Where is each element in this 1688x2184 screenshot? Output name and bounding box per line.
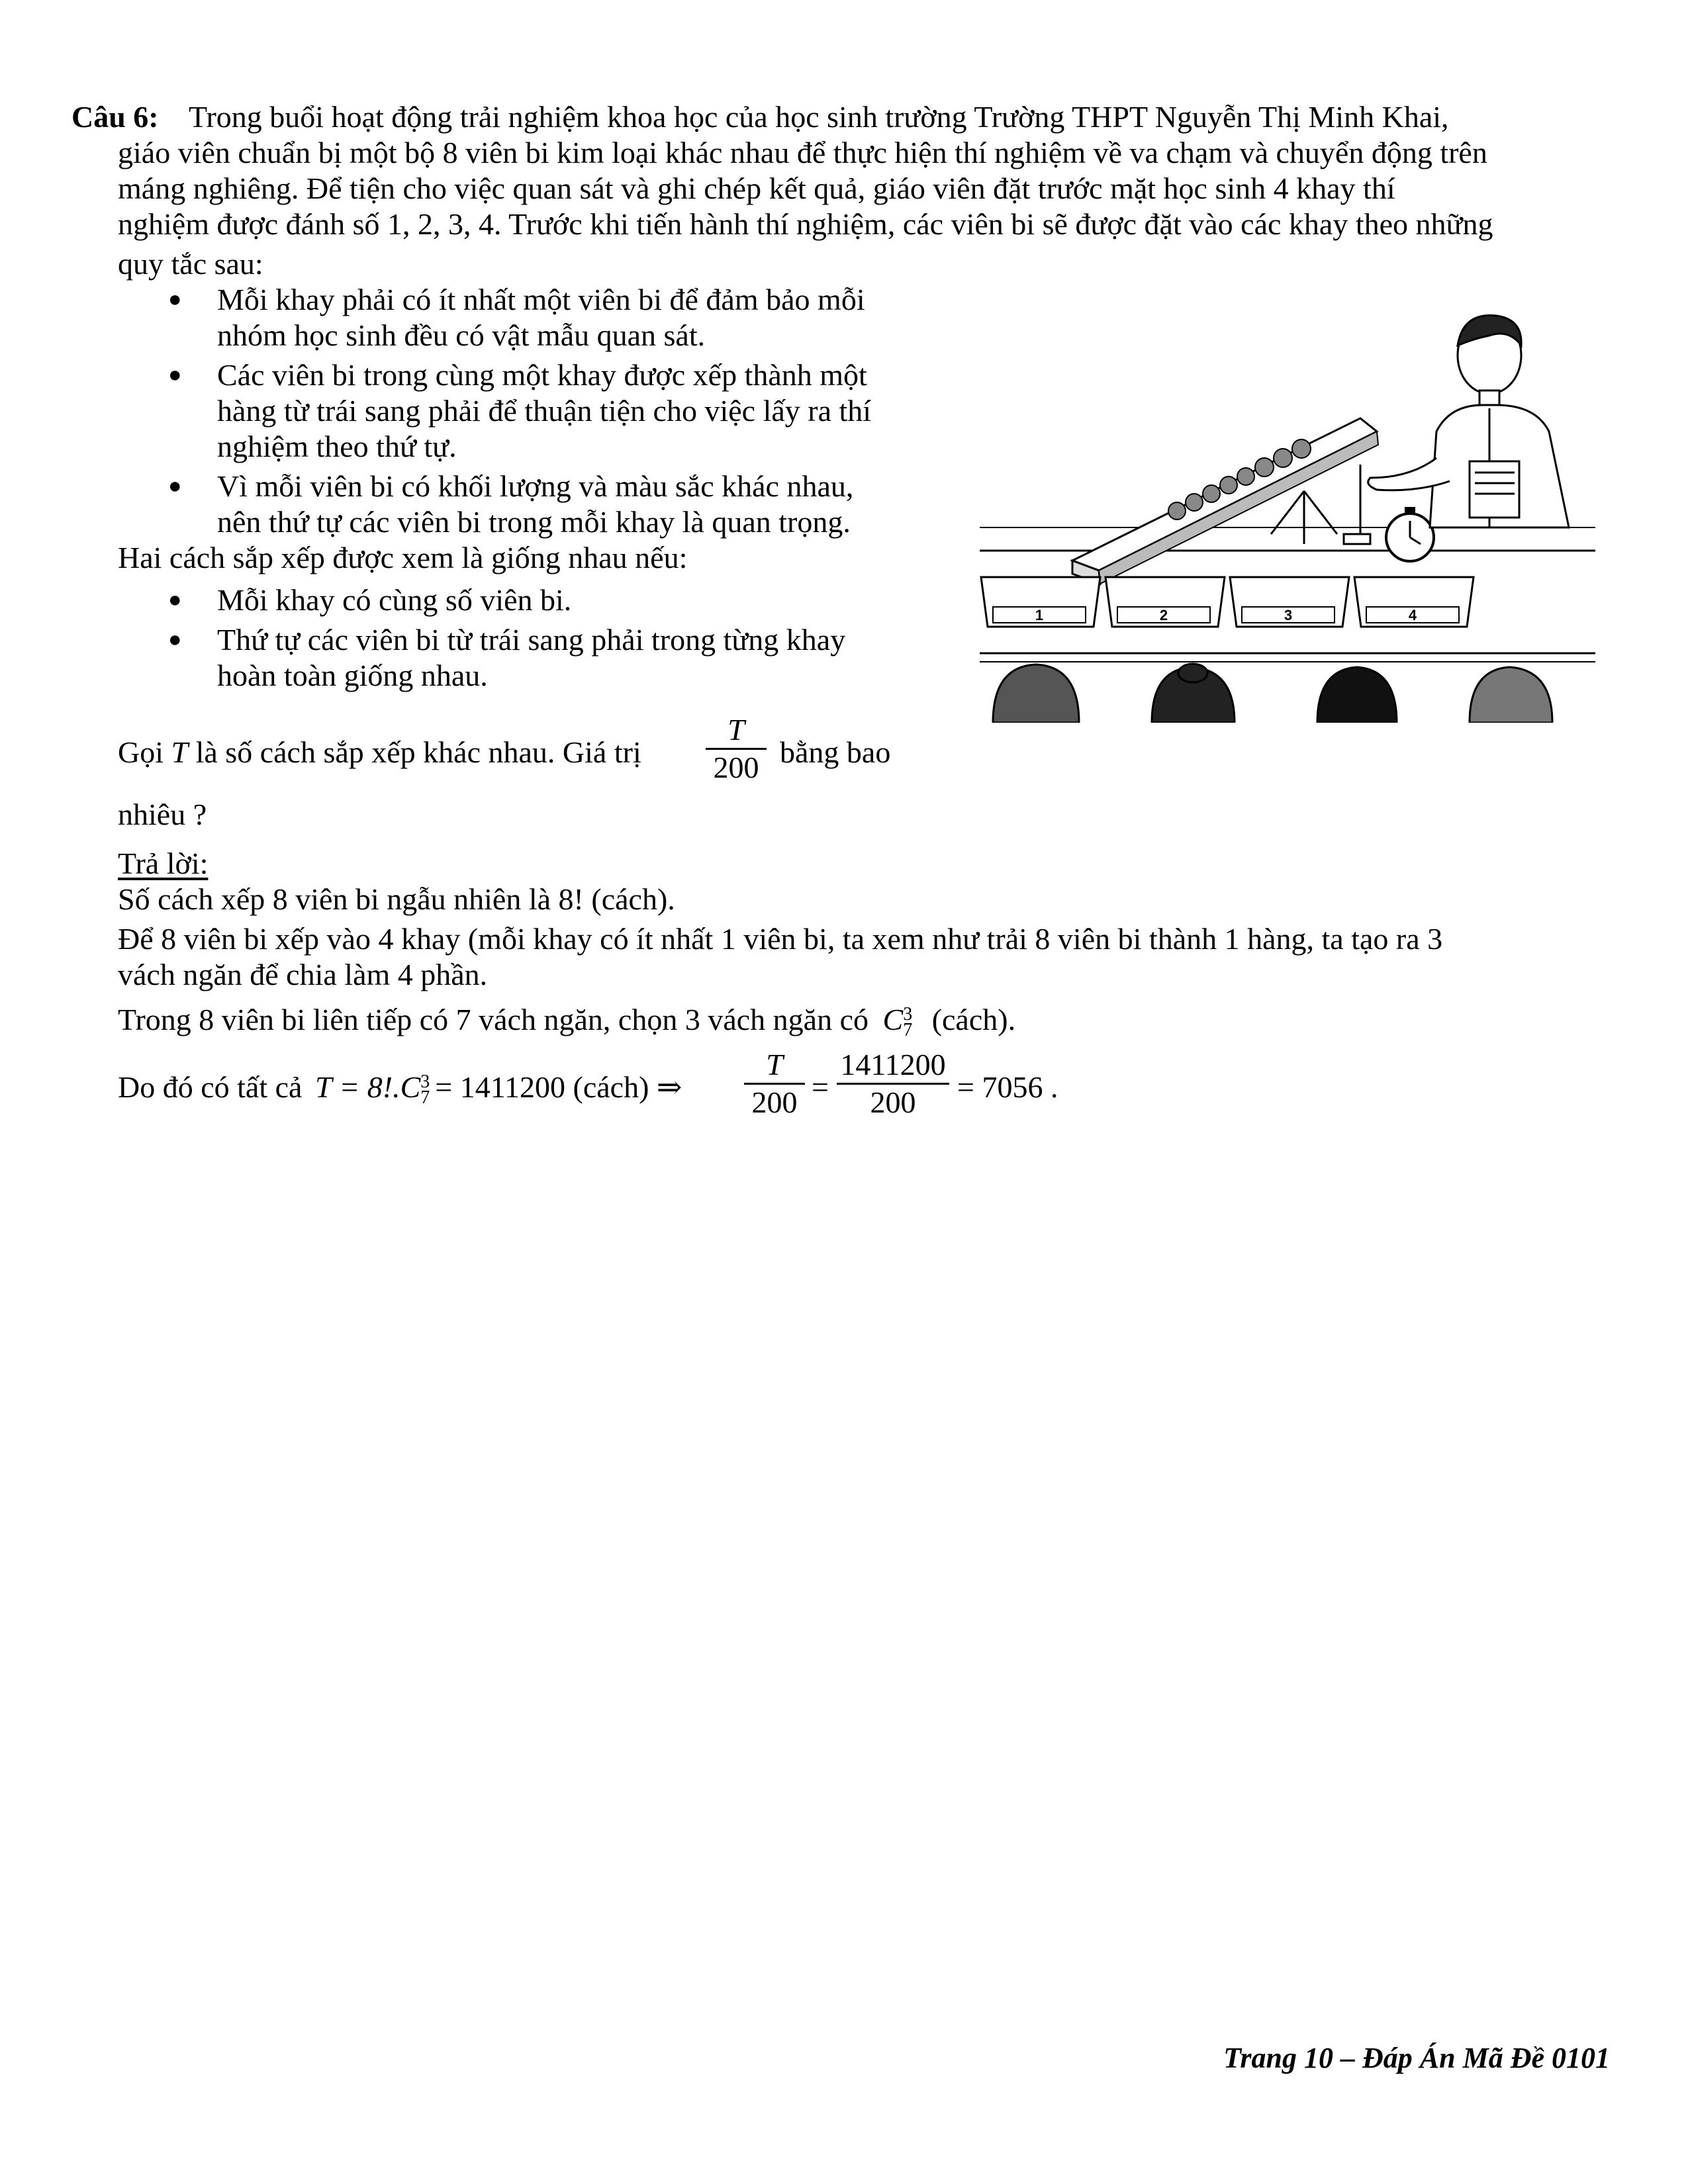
answer-line-5-expr: T = 8!.C xyxy=(314,1070,421,1104)
bullet-icon: ● xyxy=(168,363,182,387)
result-fraction-1 xyxy=(744,1047,805,1120)
rule-2-line-3: nghiệm theo thứ tự. xyxy=(217,430,457,463)
answer-line-4 xyxy=(118,1001,1015,1039)
page-footer: Trang 10 – Đáp Án Mã Đề 0101 xyxy=(1223,2042,1610,2074)
answer-line-5-a: Do đó có tất cả xyxy=(118,1070,303,1104)
answer-line-5-b: (cách) ⇒ xyxy=(573,1070,682,1104)
ask-before: Gọi xyxy=(118,735,164,769)
ask-fraction xyxy=(706,712,767,786)
same-rule-1: Mỗi khay có cùng số viên bi. xyxy=(217,583,572,617)
question-line-4-b: . Trước khi tiến hành thí nghiệm, các viên bi sẽ được đặt vào các khay theo những xyxy=(493,207,1493,241)
rule-3-line-1: Vì mỗi viên bi có khối lượng và màu sắc khác nhau, xyxy=(217,469,854,503)
bullet-icon: ● xyxy=(168,627,182,652)
bullet-icon: ● xyxy=(168,287,182,312)
rule-1-line-2: nhóm học sinh đều có vật mẫu quan sát. xyxy=(217,318,706,352)
answer-line-1 xyxy=(118,880,675,919)
teacher-figure xyxy=(1368,316,1569,527)
same-rule-2-line-2: hoàn toàn giống nhau. xyxy=(217,659,488,692)
tray-4-label: 4 xyxy=(1408,607,1417,623)
rule-2-line-1: Các viên bi trong cùng một khay được xếp thành một xyxy=(217,358,867,392)
ask-frac-den: 200 xyxy=(713,751,759,784)
ask-var: T xyxy=(171,735,189,769)
final-result: = 7056 . xyxy=(957,1070,1058,1104)
result-fraction-2 xyxy=(837,1047,949,1120)
ask-mid: là số cách sắp xếp khác nhau. Giá trị xyxy=(195,735,641,769)
answer-line-3: vách ngăn để chia làm 4 phần. xyxy=(118,958,488,991)
frac1-den: 200 xyxy=(751,1085,798,1119)
inclined-ramp xyxy=(1072,418,1378,584)
ask-line xyxy=(118,733,641,772)
tray-numbers: 1, 2, 3, 4 xyxy=(387,207,494,241)
tray-2-label: 2 xyxy=(1159,607,1168,623)
ask-frac-num: T xyxy=(727,713,745,747)
equals-sign: = xyxy=(812,1070,829,1104)
answer-line-1-a: Số cách xếp 8 viên bi ngẫu nhiên là xyxy=(118,882,551,916)
tray-3-label: 3 xyxy=(1284,607,1293,623)
answer-label: Trả lời: xyxy=(118,846,209,880)
bullet-icon: ● xyxy=(168,474,182,498)
stopwatch-icon xyxy=(1386,507,1434,561)
answer-line-1-b: 8! xyxy=(558,882,584,916)
question-line-5: quy tắc sau: xyxy=(118,247,263,281)
same-intro: Hai cách sắp xếp được xem là giống nhau nếu: xyxy=(118,541,688,574)
answer-line-5-sup: 3 xyxy=(420,1071,430,1093)
tray-1-label: 1 xyxy=(1035,607,1044,623)
ask-end: nhiêu ? xyxy=(118,797,207,831)
question-line-4 xyxy=(118,205,1493,244)
question-line-2: giáo viên chuẩn bị một bộ 8 viên bi kim loại khác nhau để thực hiện thí nghiệm về va chạm và chuyển động trên xyxy=(118,136,1487,169)
question-label: Câu 6: xyxy=(71,100,159,134)
rule-1-line-1: Mỗi khay phải có ít nhất một viên bi để đảm bảo mỗi xyxy=(217,283,865,316)
experiment-illustration xyxy=(973,299,1602,723)
bullet-icon: ● xyxy=(168,588,182,612)
trays xyxy=(981,577,1474,627)
rule-2-line-2: hàng từ trái sang phải để thuận tiện cho việc lấy ra thí xyxy=(217,394,872,428)
question-line-1: Trong buổi hoạt động trải nghiệm khoa học của học sinh trường Trường THPT Nguyễn Thị Minh Khai, xyxy=(189,100,1449,134)
question-line-4-a: nghiệm được đánh số xyxy=(118,207,380,241)
question-line-3: máng nghiêng. Để tiện cho việc quan sát và ghi chép kết quả, giáo viên đặt trước mặt học sinh 4 khay thí xyxy=(118,171,1395,205)
frac1-num: T xyxy=(766,1048,783,1081)
student-heads xyxy=(993,664,1552,723)
answer-line-5 xyxy=(118,1068,682,1107)
tray-4 xyxy=(1354,577,1474,627)
same-rule-2-line-1: Thứ tự các viên bi từ trái sang phải trong từng khay xyxy=(217,623,846,657)
answer-line-4-b: (cách). xyxy=(931,1003,1016,1036)
combination-symbol: C xyxy=(882,1003,904,1036)
rule-3-line-2: nên thứ tự các viên bi trong mỗi khay là quan trọng. xyxy=(217,505,851,539)
answer-line-2: Để 8 viên bi xếp vào 4 khay (mỗi khay có ít nhất 1 viên bi, ta xem như trải 8 viên bi thành 1 hàng, ta tạo ra 3 xyxy=(118,922,1443,956)
answer-line-1-c: (cách). xyxy=(591,882,675,916)
answer-line-4-a: Trong 8 viên bi liên tiếp có 7 vách ngăn, chọn 3 vách ngăn có xyxy=(118,1003,868,1036)
tray-3 xyxy=(1230,577,1349,627)
combination-sub: 7 xyxy=(903,1020,913,1041)
ask-after: bằng bao xyxy=(780,735,891,769)
tray-2 xyxy=(1105,577,1225,627)
combination-sup: 3 xyxy=(903,1004,913,1025)
answer-line-5-sub: 7 xyxy=(420,1087,430,1109)
tray-1 xyxy=(981,577,1100,627)
frac2-den: 200 xyxy=(870,1085,916,1119)
answer-line-5-eq: = 1411200 xyxy=(435,1070,565,1104)
frac2-num: 1411200 xyxy=(840,1048,946,1081)
